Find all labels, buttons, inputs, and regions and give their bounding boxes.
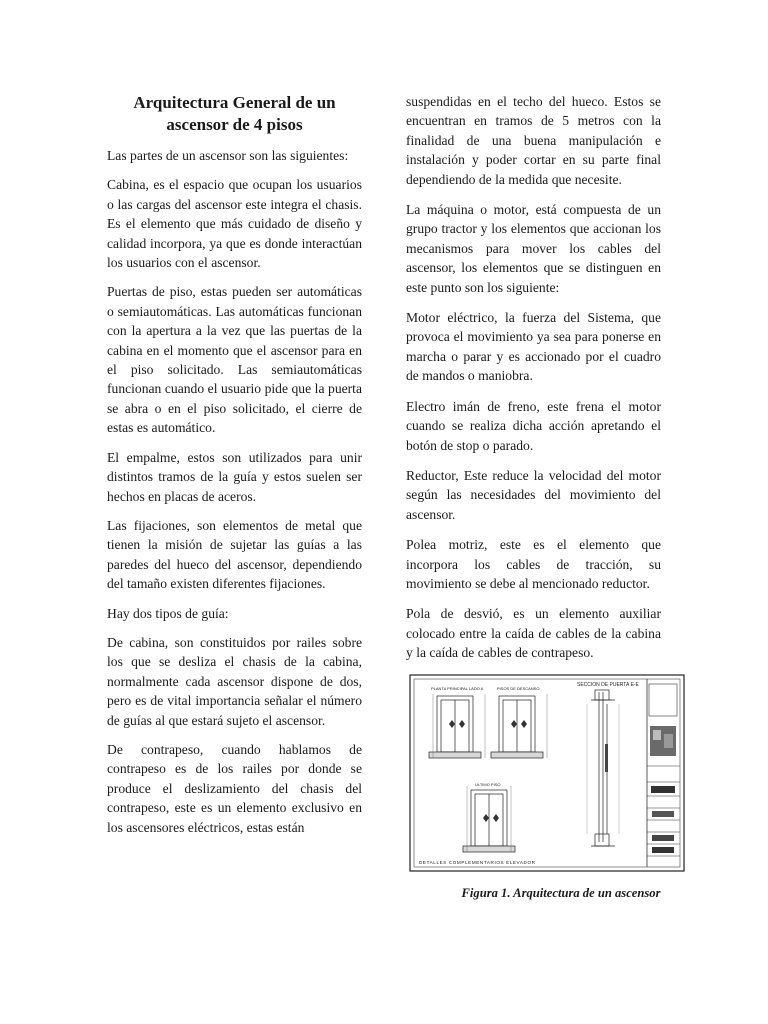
paragraph: Motor eléctrico, la fuerza del Sistema, que provoca el movimiento ya sea para ponerse en marcha o parar y es accionado por el cuadro de mandos o maniobra.	[406, 310, 661, 384]
paragraph: Hay dos tipos de guía:	[107, 605, 229, 621]
document-title: Arquitectura General de un ascensor de 4 pisos	[133, 93, 336, 134]
paragraph: De contrapeso, cuando hablamos de contrapeso es de los railes por donde se produce el deslizamiento del chasis del contrapeso, este es un elemento exclusivo en los ascensores eléctricos, estas están	[107, 741, 362, 835]
left-column	[107, 88, 362, 847]
right-column	[406, 92, 661, 903]
figure	[406, 674, 661, 903]
drawing-label: DETALLES COMPLEMENTARIOS ELEVADOR	[419, 859, 536, 865]
elevator-drawing	[409, 674, 685, 872]
paragraph: Cabina, es el espacio que ocupan los usuarios o las cargas del ascensor este integra el chasis. Es el elemento que más cuidado de diseño y calidad incorpora, ya que es donde interactúan los usuarios con el ascensor.	[107, 177, 362, 271]
paragraph: suspendidas en el techo del hueco. Estos se encuentran en tramos de 5 metros con la finalidad de una buena manipulación e instalación y poder cortar en su parte final dependiendo de la medida que necesite.	[406, 94, 661, 187]
paragraph: Reductor, Este reduce la velocidad del motor según las necesidades del movimiento del ascensor.	[406, 467, 661, 522]
paragraph: Las fijaciones, son elementos de metal que tienen la misión de sujetar las guías a las paredes del hueco del ascensor, dependiendo del tamaño existen diferentes fijaciones.	[107, 517, 362, 592]
paragraph: Las partes de un ascensor son las siguientes:	[107, 148, 349, 163]
paragraph: Pola de desvió, es un elemento auxiliar colocado entre la caída de cables de la cabina y la caída de cables de contrapeso.	[406, 606, 661, 661]
paragraph: Electro imán de freno, este frena el motor cuando se realiza dicha acción apretando el botón de stop o parado.	[406, 398, 661, 453]
paragraph: La máquina o motor, está compuesta de un grupo tractor y los elementos que accionan los mecanismos para mover los cables del ascensor, los elementos que se distinguen en este punto son los siguiente:	[406, 202, 661, 295]
drawing-label: PLANTA PRINCIPAL LADO A	[431, 685, 484, 691]
paragraph: Puertas de piso, estas pueden ser automáticas o semiautomáticas. Las automáticas funcionan con la apertura a la vez que las puertas de la cabina en el momento que el ascensor para en el piso solicitado. Las semiautomáticas funcionan cuando el usuario pide que la puerta se abra o en el piso solicitado, el cierre de estas es automático.	[107, 284, 362, 436]
drawing-label: SECCION DE PUERTA E-E	[577, 681, 639, 688]
paragraph: Polea motriz, este es el elemento que incorpora los cables de tracción, su movimiento se debe al mencionado reductor.	[406, 537, 661, 591]
figure-caption: Figura 1. Arquitectura de un ascensor	[461, 885, 661, 900]
paragraph: El empalme, estos son utilizados para unir distintos tramos de la guía y estos suelen ser hechos en placas de aceros.	[107, 449, 362, 504]
paragraph: De cabina, son constituidos por railes sobre los que se desliza el chasis de la cabina, normalmente cada ascensor dispone de dos, pero es de vital importancia señalar el número de guías al que estará sujeto el ascensor.	[107, 634, 362, 728]
drawing-label: PISOS DE DESCANSO	[497, 685, 540, 691]
drawing-label: ULTIMO PISO	[475, 781, 501, 787]
